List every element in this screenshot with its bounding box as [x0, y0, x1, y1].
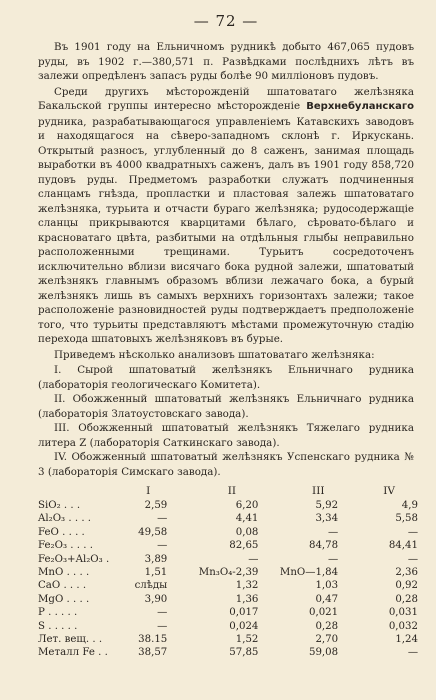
table-cell: 0,021: [308, 607, 339, 619]
table-cell: 5,58: [395, 513, 418, 525]
table-cell: —: [407, 647, 418, 659]
table-cell: 59,08: [308, 647, 339, 659]
analysis-table: [38, 483, 418, 660]
table-row-label: Лет. вещ. . .: [38, 634, 103, 646]
table-cell: MnO—1,84: [279, 567, 339, 579]
table-cell: —: [327, 553, 339, 565]
table-row-label: FeO . . . .: [38, 526, 85, 538]
paragraph-analyses-intro: [38, 348, 414, 363]
table-cell: 3,90: [144, 593, 168, 605]
paragraph-text-part2: рудника, разрабатывающагося управленіемъ Катавскихъ заводовъ и находящагося на сѣверо-западномъ склонѣ г. Иркускань. Открытый разносъ, углубленный до 8 саженъ, занимая площадь выработки въ 4000 квадратныхъ саженъ, далъ въ 1901 году 858,720 пудовъ руды. Предметомъ разработки служатъ подчиненныя сланцамъ гнѣзда, пропластки и пластовая залежь шпатоватаго желѣзняка, турьита и отчасти бураго желѣзняка; рудосодержащіе сланцы прикрываются кварцитами бѣлаго, сѣровато-бѣлаго и красноватаго цвѣта, разбитыми на отдѣльныя глыбы неправильно расположенными трещинами. Турьитъ сосредоточенъ исключительно вблизи висячаго бока рудной залежи, шпатоватый желѣзнякъ главнымъ образомъ вблизи лежачаго бока, а бурый желѣзнякъ лишь въ самыхъ верхнихъ горизонтахъ залежи; такое расположеніе разновидностей руды подтверждаетъ предположеніе того, что турьиты представляютъ мѣстами промежуточную стадію перехода шпатовыхъ желѣзняковъ въ бурые.: [38, 115, 414, 345]
table-cell: 6,20: [235, 500, 259, 511]
table-cell: 5,92: [315, 500, 339, 511]
table-cell: 84,78: [308, 540, 339, 552]
table-cell: —: [157, 607, 168, 619]
table-row-label: SiO₂ . . .: [38, 500, 81, 511]
paragraph-text-part1: Среди другихъ мѣсторожденій шпатоватаго желѣзняка Бакальской группы интересно мѣсторожденіе: [38, 85, 414, 112]
table-body: [38, 499, 418, 660]
table-cell: 0,92: [395, 580, 418, 592]
table-cell: 2,36: [395, 567, 418, 579]
table-cell: 38.15: [138, 634, 168, 646]
table-cell: 0,024: [229, 620, 259, 632]
table-cell: слѣды: [134, 580, 168, 592]
table-cell: 3,89: [144, 553, 168, 565]
table-cell: 0,28: [395, 593, 418, 605]
table-cell: —: [407, 553, 418, 565]
table-cell: 1,32: [235, 580, 259, 592]
table-header: III: [312, 485, 325, 497]
table-cell: 0,017: [229, 607, 259, 619]
table-row: [38, 633, 418, 646]
table-cell: 1,03: [315, 580, 339, 592]
table-cell: 1,36: [235, 593, 259, 605]
table-row: [38, 593, 418, 606]
table-row-label: CaO . . . .: [38, 580, 87, 592]
table-cell: 2,59: [144, 500, 168, 511]
table-row: [38, 646, 418, 659]
table-row: [38, 606, 418, 619]
table-row-label: Al₂O₃ . . . .: [38, 513, 92, 525]
paragraph-verkhnebulansky: [38, 85, 414, 347]
table-cell: 0,031: [388, 607, 418, 619]
analysis-item-1: I. Сырой шпатоватый желѣзнякъ Ельничнаго рудника (лабораторія геологическаго Комитета).: [38, 364, 414, 391]
table-cell: 49,58: [138, 526, 168, 538]
table-cell: 1,24: [395, 634, 418, 646]
table-cell: 84,41: [388, 540, 418, 552]
table-row: [38, 512, 418, 525]
mine-name-bold: Верхнебуланскаго: [306, 101, 414, 112]
table-cell: —: [157, 513, 168, 525]
table-row-label: MgO . . . .: [38, 593, 90, 605]
analysis-item-3: III. Обожженный шпатоватый желѣзнякъ Тяжелаго рудника литера Z (лабораторія Саткинскаго завода).: [38, 422, 414, 449]
analysis-item-2: II. Обожженный шпатоватый желѣзнякъ Ельничнаго рудника (лабораторія Златоустовскаго завода).: [38, 393, 414, 420]
table-header: [38, 483, 109, 499]
table-row-label: Fe₂O₃ . . . .: [38, 540, 93, 552]
table-cell: 0,28: [315, 620, 339, 632]
table-cell: 0,032: [388, 620, 418, 632]
table-cell: —: [157, 540, 168, 552]
paragraph-production: [38, 40, 414, 84]
table-cell: —: [327, 526, 339, 538]
table-cell: —: [157, 620, 168, 632]
page-number: — 72 —: [193, 12, 259, 30]
table-cell: 1,51: [144, 567, 168, 579]
table-row-label: MnO . . . .: [38, 567, 90, 579]
table-row-label: Металл Fe . .: [38, 647, 108, 659]
table-row-label: Fe₂O₃+Al₂O₃ .: [38, 553, 110, 565]
table-cell: 4,9: [401, 500, 418, 511]
table-row: [38, 579, 418, 592]
table-row: [38, 553, 418, 566]
table-header: IV: [383, 485, 395, 497]
table-row: [38, 526, 418, 539]
table-row: [38, 566, 418, 579]
table-cell: 82,65: [229, 540, 259, 552]
table-header: II: [227, 485, 236, 497]
table-cell: Mn₃O₄-2,39: [198, 567, 259, 579]
table-cell: —: [407, 526, 418, 538]
table-cell: 0,47: [315, 593, 339, 605]
table-cell: 3,34: [315, 513, 339, 525]
table-cell: 0,08: [235, 526, 259, 538]
table-cell: 38,57: [138, 647, 168, 659]
table-row: [38, 620, 418, 633]
table-cell: —: [248, 553, 259, 565]
table-cell: 4,41: [235, 513, 259, 525]
table-row: [38, 539, 418, 552]
table-cell: 2,70: [315, 634, 339, 646]
table-cell: 1,52: [235, 634, 259, 646]
table-header-row: [38, 483, 418, 499]
table-row-label: S . . . . .: [38, 620, 78, 632]
paragraph-production-text: Въ 1901 году на Ельничномъ рудникѣ добыто 467,065 пудовъ руды, въ 1902 г.—380,571 п. Развѣдками послѣднихъ лѣтъ въ залежи опредѣленъ запасъ руды болѣе 90 милліоновъ пудовъ.: [38, 41, 414, 82]
table-row-label: P . . . . .: [38, 607, 78, 619]
analyses-intro-text: Приведемъ нѣсколько анализовъ шпатоватаго желѣзняка:: [54, 348, 375, 361]
table-cell: 57,85: [229, 647, 259, 659]
analysis-item-4: IV. Обожженный шпатоватый желѣзнякъ Успенскаго рудника № 3 (лабораторія Симскаго завода).: [38, 451, 414, 478]
table-header: I: [146, 485, 151, 497]
table-row: [38, 499, 418, 512]
